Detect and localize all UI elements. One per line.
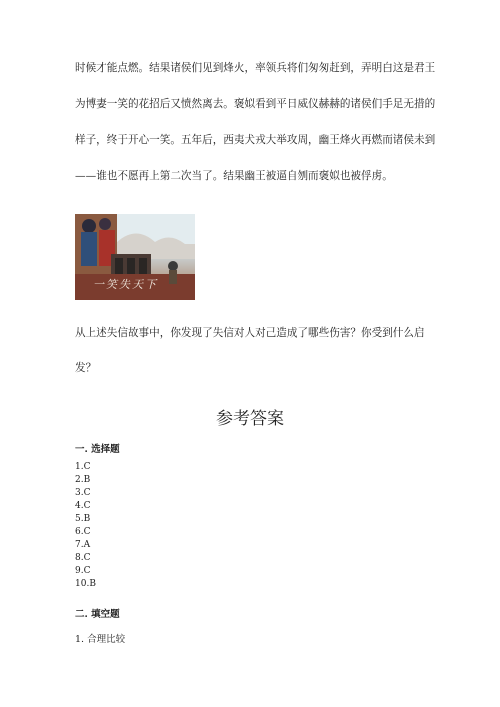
story-illustration — [75, 214, 195, 300]
section-heading-fill: 二. 填空题 — [75, 609, 120, 620]
list-item: 2.B — [75, 475, 91, 485]
list-item: 10.B — [75, 579, 96, 589]
story-line-4: ——谁也不愿再上第二次当了。结果幽王被逼自刎而褒姒也被俘虏。 — [75, 170, 393, 182]
list-item: 1.C — [75, 462, 91, 472]
list-item: 4.C — [75, 501, 91, 511]
story-line-2: 为博妻一笑的花招后又愤然离去。褒姒看到平日威仪赫赫的诸侯们手足无措的 — [75, 98, 436, 110]
fill-answer-item: 1. 合理比较 — [75, 634, 126, 645]
list-item: 9.C — [75, 566, 91, 576]
story-line-1: 时候才能点燃。结果诸侯们见到烽火，率领兵将们匆匆赶到，弄明白这是君王 — [75, 62, 436, 74]
answers-title: 参考答案 — [216, 409, 284, 429]
list-item: 7.A — [75, 540, 91, 550]
list-item: 6.C — [75, 527, 91, 537]
question-line-1: 从上述失信故事中，你发现了失信对人对己造成了哪些伤害？你受到什么启 — [75, 327, 425, 339]
list-item: 8.C — [75, 553, 91, 563]
list-item: 5.B — [75, 514, 91, 524]
choice-answer-list — [75, 461, 96, 591]
illustration-caption: 一笑失天下 — [93, 278, 158, 291]
story-line-3: 样子，终于开心一笑。五年后，西夷犬戎大举攻周，幽王烽火再燃而诸侯未到 — [75, 134, 436, 146]
question-line-2: 发？ — [75, 362, 97, 374]
list-item: 3.C — [75, 488, 91, 498]
section-heading-choice: 一. 选择题 — [75, 444, 120, 455]
